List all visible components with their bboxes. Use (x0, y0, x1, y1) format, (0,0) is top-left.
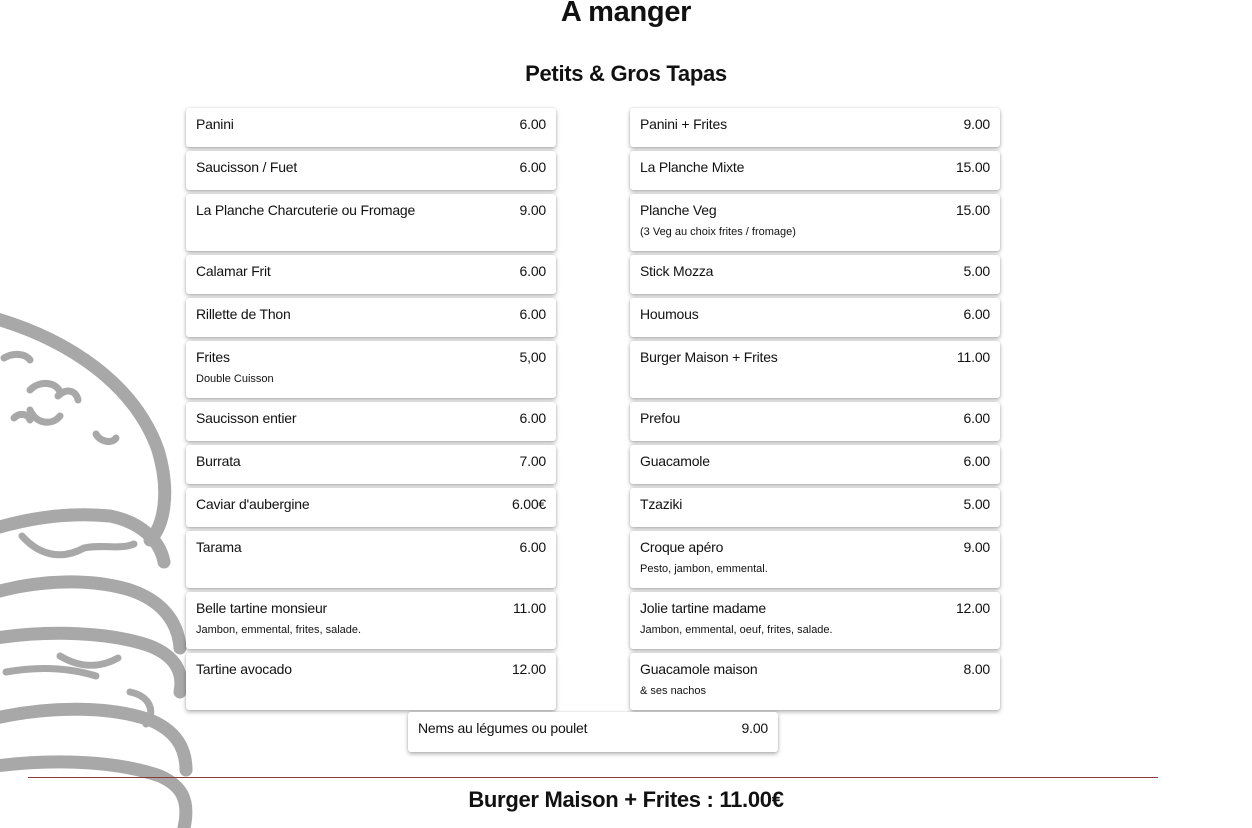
menu-item (186, 108, 556, 147)
menu-item (186, 298, 556, 337)
menu-item (630, 298, 1000, 337)
menu-item (186, 488, 556, 527)
menu-item-price: 12.00 (511, 661, 546, 677)
menu-item (186, 445, 556, 484)
menu-item-price: 9.00 (963, 116, 990, 132)
menu-item-name: Nems au légumes ou poulet (418, 720, 588, 736)
menu-item-description: Jambon, emmental, oeuf, frites, salade. (640, 624, 833, 636)
menu-item-name: Guacamole (640, 453, 710, 469)
menu-item-name: Rillette de Thon (196, 306, 291, 322)
menu-item-price: 6.00 (963, 453, 990, 469)
menu-column-left (186, 108, 556, 714)
menu-item (630, 255, 1000, 294)
menu-item-description: Pesto, jambon, emmental. (640, 563, 768, 575)
menu-item-price: 6.00 (519, 539, 546, 555)
menu-item-name: Burrata (196, 453, 241, 469)
menu-item-name: Calamar Frit (196, 263, 271, 279)
menu-item-price: 6.00€ (511, 496, 546, 512)
menu-item-name: Burger Maison + Frites (640, 349, 778, 365)
menu-item-price: 6.00 (963, 410, 990, 426)
menu-item-name: Caviar d'aubergine (196, 496, 310, 512)
menu-item-price: 9.00 (963, 539, 990, 555)
menu-item-price: 8.00 (963, 661, 990, 677)
menu-item (186, 592, 556, 649)
menu-item (186, 255, 556, 294)
menu-item (186, 402, 556, 441)
menu-item-name: Tarama (196, 539, 242, 555)
menu-item-name: Belle tartine monsieur (196, 600, 327, 616)
menu-item-price: 6.00 (519, 410, 546, 426)
menu-item-price: 11.00 (957, 349, 990, 365)
footer-divider (28, 777, 1158, 778)
menu-item-price: 5.00 (963, 263, 990, 279)
menu-item-description: & ses nachos (640, 685, 707, 697)
menu-item-price: 7.00 (519, 453, 546, 469)
menu-item-name: Houmous (640, 306, 699, 322)
menu-item (630, 653, 1000, 710)
menu-item-description: Jambon, emmental, frites, salade. (196, 624, 362, 636)
menu-item-name: La Planche Charcuterie ou Fromage (196, 202, 416, 218)
menu-column-right (630, 108, 1000, 714)
menu-item-price: 6.00 (963, 306, 990, 322)
menu-item-name: Panini (196, 116, 234, 132)
menu-item-nems (408, 712, 778, 752)
menu-item-name: Croque apéro (640, 539, 724, 555)
menu-item (630, 488, 1000, 527)
menu-item-price: 6.00 (519, 116, 546, 132)
menu-item-price: 9.00 (519, 202, 546, 218)
menu-item-price: 5,00 (519, 349, 546, 365)
menu-item-price: 6.00 (519, 263, 546, 279)
menu-item-name: Tartine avocado (196, 661, 292, 677)
menu-item (630, 194, 1000, 251)
menu-item-price: 12.00 (955, 600, 990, 616)
menu-item (630, 402, 1000, 441)
menu-item-price: 11.00 (513, 600, 546, 616)
menu-item (630, 531, 1000, 588)
menu-item-name: La Planche Mixte (640, 159, 745, 175)
menu-item (186, 151, 556, 190)
menu-item-description: (3 Veg au choix frites / fromage) (640, 226, 796, 238)
menu-item-description: Double Cuisson (196, 373, 274, 385)
menu-item (186, 653, 556, 710)
menu-item-price: 15.00 (955, 159, 990, 175)
menu-item-name: Panini + Frites (640, 116, 727, 132)
menu-item-price: 6.00 (519, 159, 546, 175)
menu-item (630, 445, 1000, 484)
burger-illustration-icon (0, 300, 200, 828)
menu-item-name: Jolie tartine madame (640, 600, 766, 616)
menu-item (630, 108, 1000, 147)
menu-item-name: Prefou (640, 410, 681, 426)
footer-promo: Burger Maison + Frites : 11.00€ (468, 787, 784, 812)
menu-item (186, 531, 556, 588)
menu-item (630, 592, 1000, 649)
menu-item (186, 194, 556, 251)
menu-item-price: 15.00 (955, 202, 990, 218)
menu-item-name: Stick Mozza (640, 263, 714, 279)
menu-item-name: Saucisson entier (196, 410, 297, 426)
menu-item (630, 151, 1000, 190)
menu-item (186, 341, 556, 398)
menu-item-name: Tzaziki (640, 496, 683, 512)
menu-item-name: Planche Veg (640, 202, 717, 218)
menu-item-price: 9.00 (741, 720, 768, 736)
menu-item-price: 6.00 (519, 306, 546, 322)
menu-item-name: Saucisson / Fuet (196, 159, 298, 175)
menu-item-name: Guacamole maison (640, 661, 758, 677)
menu-item-name: Frites (196, 349, 230, 365)
menu-item-price: 5.00 (963, 496, 990, 512)
page-title: A manger (560, 0, 692, 28)
menu-item (630, 341, 1000, 398)
section-title: Petits & Gros Tapas (525, 61, 727, 86)
